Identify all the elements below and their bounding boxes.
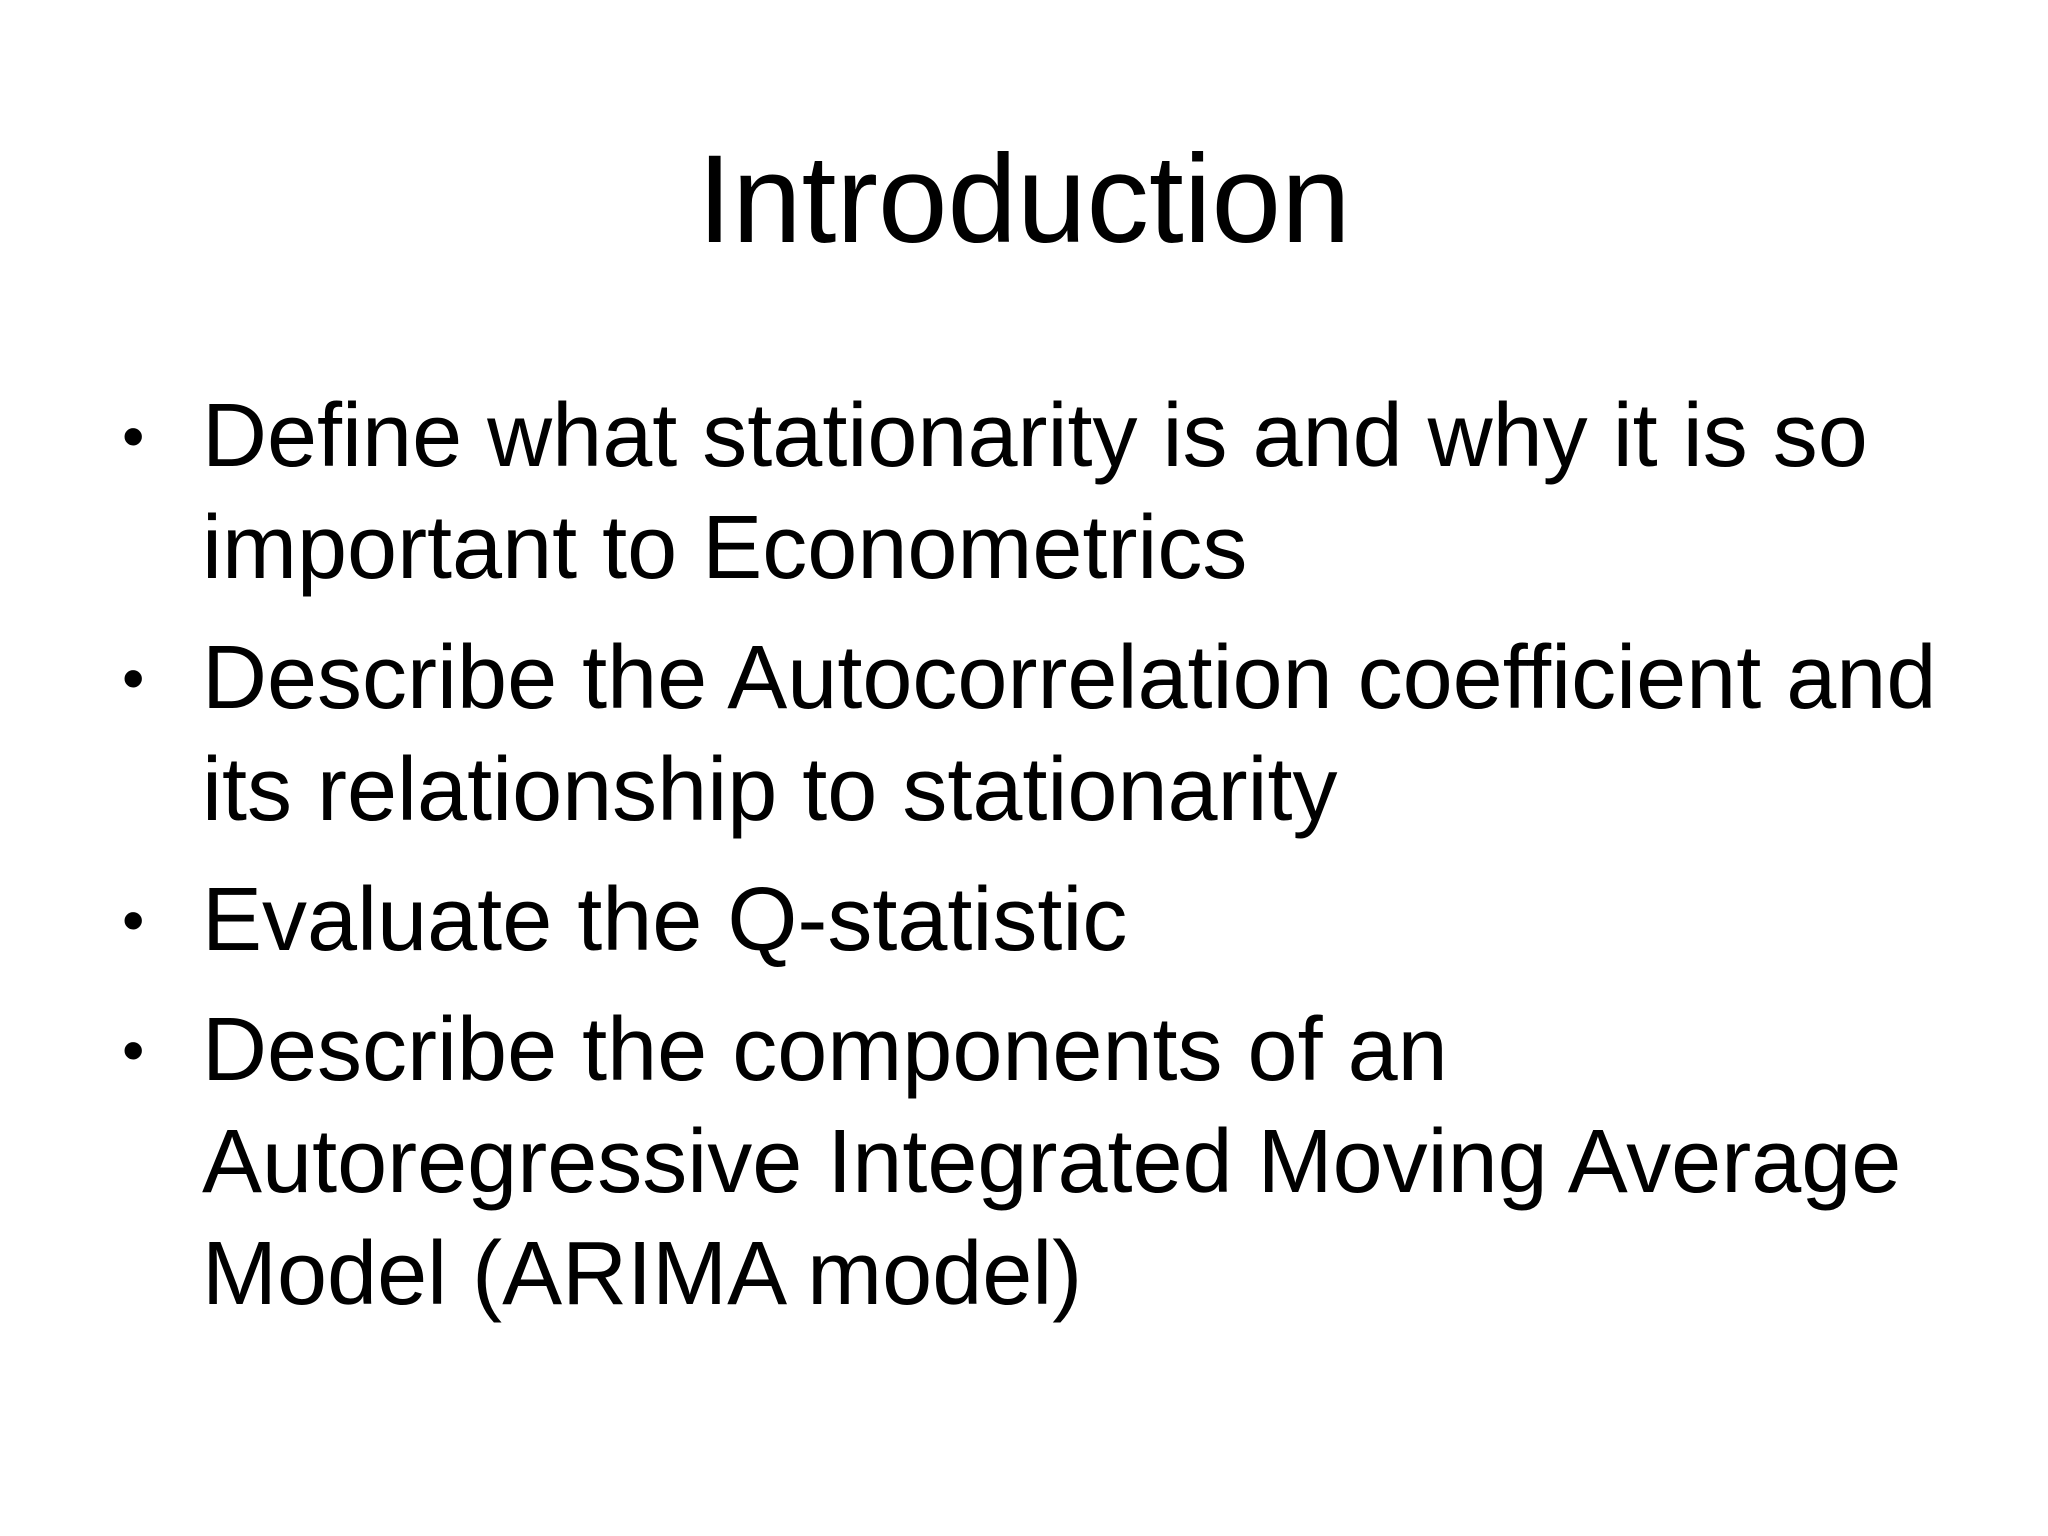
bullet-text: Describe the components of an Autoregressive Integrated Moving Average Model (ARIMA model) bbox=[202, 1000, 1902, 1324]
bullet-dot-icon: • bbox=[122, 1014, 145, 1086]
bullet-item-q-statistic bbox=[122, 864, 1952, 976]
slide-title: Introduction bbox=[697, 130, 1351, 269]
bullet-list bbox=[122, 380, 1952, 1348]
bullet-text: Define what stationarity is and why it is so important to Econometrics bbox=[202, 386, 1868, 598]
bullet-text: Describe the Autocorrelation coefficient and its relationship to stationarity bbox=[202, 628, 1937, 840]
bullet-dot-icon: • bbox=[122, 884, 145, 956]
bullet-item-autocorrelation bbox=[122, 622, 1952, 846]
bullet-item-stationarity bbox=[122, 380, 1952, 604]
bullet-dot-icon: • bbox=[122, 400, 145, 472]
bullet-dot-icon: • bbox=[122, 642, 145, 714]
bullet-item-arima bbox=[122, 994, 1952, 1330]
bullet-text: Evaluate the Q-statistic bbox=[202, 870, 1128, 970]
